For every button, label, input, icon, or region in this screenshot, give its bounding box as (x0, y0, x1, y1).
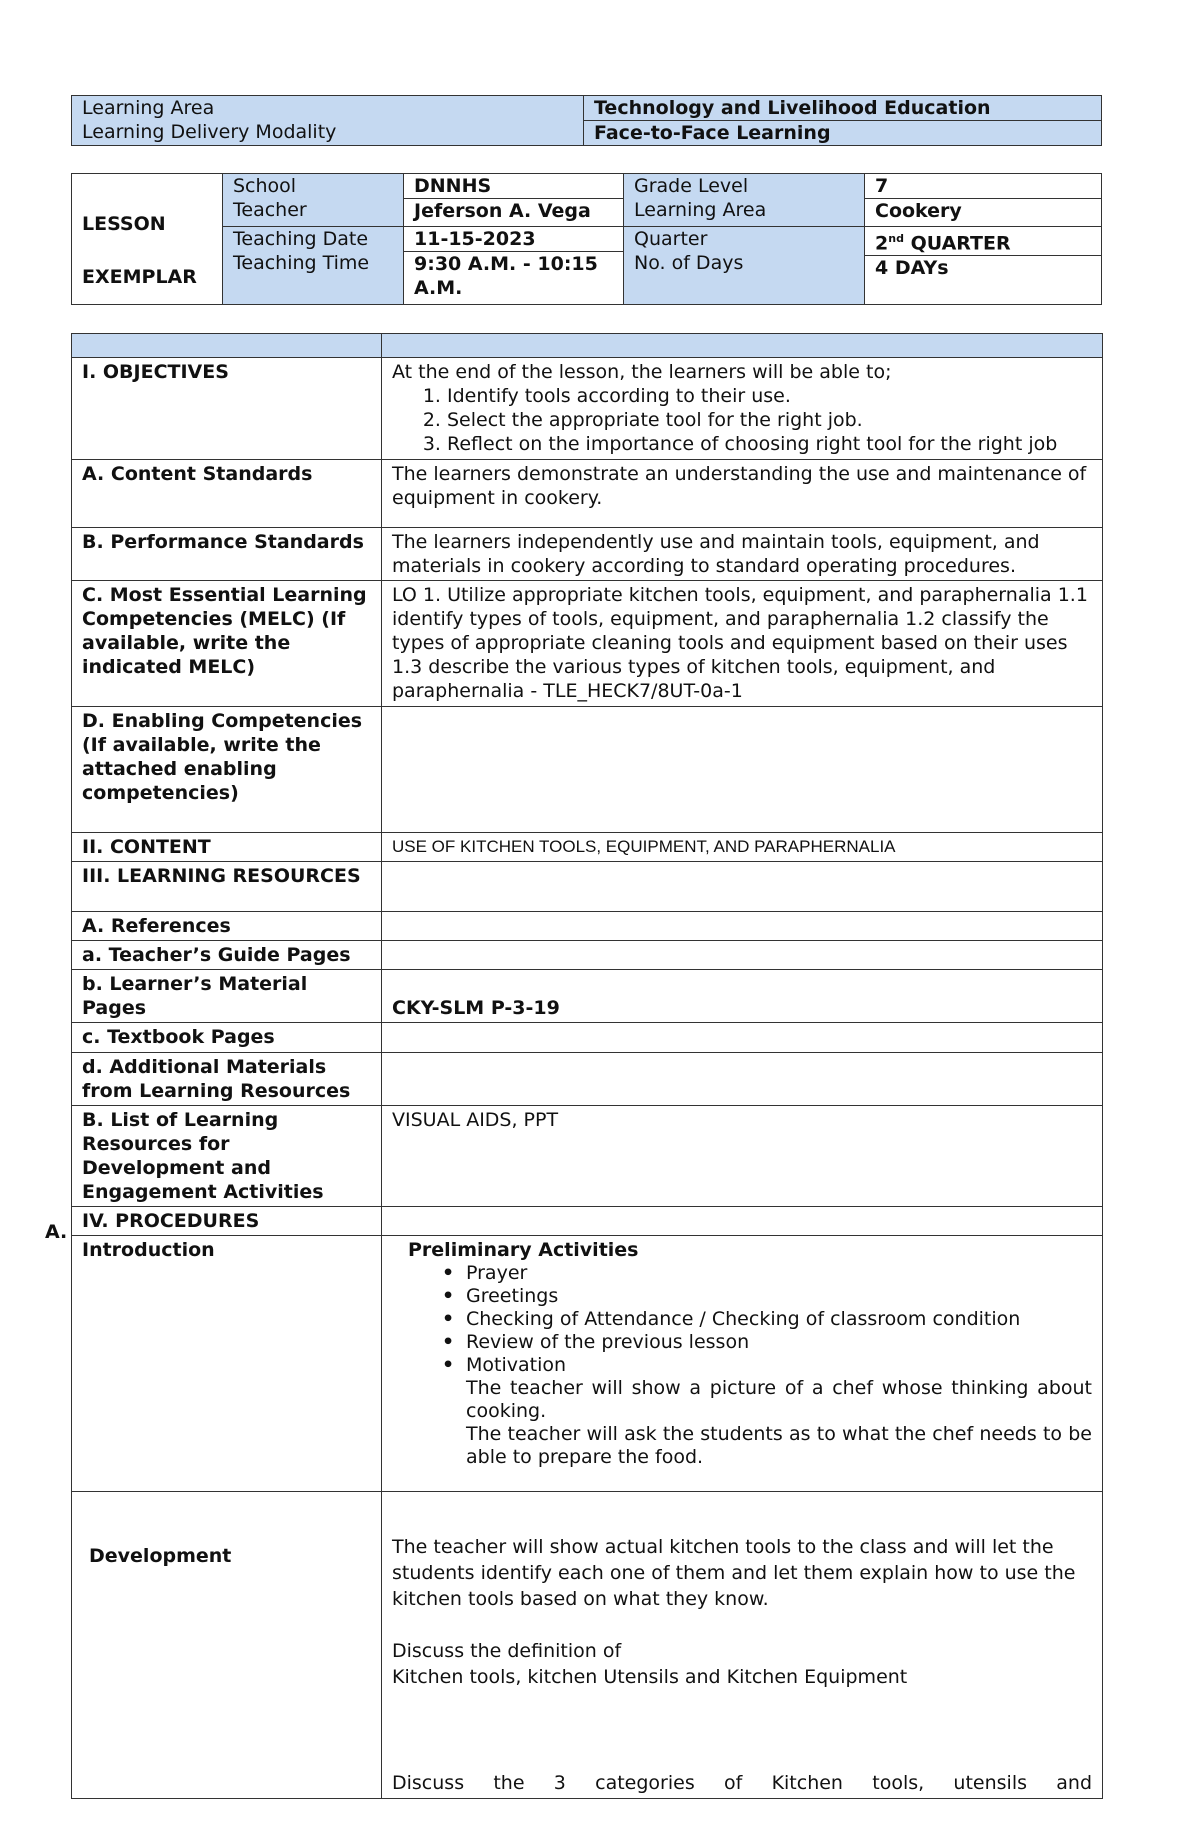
date-label: Teaching Date (233, 227, 369, 250)
textbook-pages-label: c. Textbook Pages (72, 1023, 382, 1053)
learning-resources-label: III. LEARNING RESOURCES (72, 862, 382, 912)
lesson-plan-table (71, 333, 1103, 1799)
procedure-a-marker: A. (45, 1221, 68, 1243)
content-standards-label: A. Content Standards (72, 460, 382, 528)
objective-item: 2. Select the appropriate tool for the right job. (447, 408, 1092, 432)
blank-header-right (382, 334, 1103, 358)
introduction-cell (382, 1236, 1103, 1492)
objectives-list (392, 384, 1092, 456)
area-value: Cookery (875, 200, 962, 222)
teacher-label: Teacher (233, 199, 307, 221)
objectives-label: I. OBJECTIVES (72, 358, 382, 460)
development-paragraph-3: Discuss the 3 categories of Kitchen tools, utensils and (392, 1772, 1092, 1794)
motivation-text-1: The teacher will show a picture of a chef whose thinking about cooking. (466, 1377, 1092, 1422)
date-time-values (404, 226, 624, 304)
days-label: No. of Days (634, 251, 744, 274)
lesson-label: LESSON (82, 213, 166, 235)
textbook-pages-value (382, 1023, 1103, 1053)
modality-label: Learning Delivery Modality (82, 121, 337, 143)
school-teacher-labels (223, 174, 404, 227)
development-cell (382, 1492, 1103, 1799)
quarter-label: Quarter (634, 227, 708, 250)
introduction-label: Introduction (72, 1236, 382, 1492)
header-table (71, 95, 1102, 146)
preliminary-item: • Prayer (442, 1262, 1092, 1285)
enabling-competencies-value (382, 707, 1103, 833)
objective-item: 1. Identify tools according to their use. (447, 384, 1092, 408)
date-value: 11-15-2023 (404, 227, 623, 252)
school-teacher-values (404, 174, 624, 227)
grade-label: Grade Level (634, 175, 749, 197)
additional-materials-label: d. Additional Materials from Learning Resources (72, 1053, 382, 1106)
content-label: II. CONTENT (72, 833, 382, 862)
grade-area-values (865, 174, 1102, 227)
header-values-cell (584, 96, 1102, 146)
learning-area-value: Technology and Livelihood Education (584, 96, 1101, 121)
exemplar-label: EXEMPLAR (82, 266, 197, 288)
time-value: 9:30 A.M. - 10:15 A.M. (414, 252, 598, 299)
school-value: DNNHS (404, 174, 623, 199)
learners-material-label: b. Learner’s Material Pages (72, 970, 382, 1023)
content-standards-value: The learners demonstrate an understanding the use and maintenance of equipment in cookery. (382, 460, 1103, 528)
preliminary-title: Preliminary Activities (408, 1239, 639, 1261)
quarter-days-labels (624, 226, 865, 304)
development-paragraph-2b: Kitchen tools, kitchen Utensils and Kitchen Equipment (392, 1666, 908, 1688)
melc-value: LO 1. Utilize appropriate kitchen tools, equipment, and paraphernalia 1.1 identify types of tools, equipment, and paraphernalia 1.2 classify the types of appropriate cleaning tools and equipment based on their uses 1.3 describe the various types of kitchen tools, equipment, and paraphernalia - TLE_HECK7/8UT-0a-1 (382, 581, 1103, 707)
quarter-days-values (865, 226, 1102, 304)
melc-label: C. Most Essential Learning Competencies (MELC) (If available, write the indicated MELC) (72, 581, 382, 707)
references-label: A. References (72, 912, 382, 941)
resources-list-value: VISUAL AIDS, PPT (382, 1106, 1103, 1207)
learning-area-label: Learning Area (82, 97, 215, 119)
date-time-labels (223, 226, 404, 304)
preliminary-item: • Review of the previous lesson (442, 1331, 1092, 1354)
content-value: USE OF KITCHEN TOOLS, EQUIPMENT, AND PARAPHERNALIA (382, 833, 1103, 862)
performance-standards-value: The learners independently use and maintain tools, equipment, and materials in cookery according to standard operating procedures. (382, 528, 1103, 581)
development-paragraph-2a: Discuss the definition of (392, 1640, 622, 1662)
header-labels-cell (72, 96, 584, 146)
preliminary-item: • Motivation (442, 1354, 1092, 1377)
development-label: Development (72, 1492, 382, 1799)
teachers-guide-label: a. Teacher’s Guide Pages (72, 941, 382, 970)
objective-item: 3. Reflect on the importance of choosing right tool for the right job (447, 432, 1092, 456)
objectives-intro: At the end of the lesson, the learners will be able to; (392, 361, 892, 383)
time-label: Teaching Time (233, 251, 370, 274)
preliminary-list (392, 1262, 1092, 1377)
additional-materials-value (382, 1053, 1103, 1106)
learning-resources-value (382, 862, 1103, 912)
resources-list-label: B. List of Learning Resources for Development and Engagement Activities (72, 1106, 382, 1207)
procedures-label: IV. PROCEDURES (72, 1207, 382, 1236)
modality-value: Face-to-Face Learning (594, 122, 831, 144)
procedures-value (382, 1207, 1103, 1236)
school-label: School (233, 175, 297, 197)
teachers-guide-value (382, 941, 1103, 970)
teacher-value: Jeferson A. Vega (414, 200, 591, 222)
preliminary-item: • Greetings (442, 1285, 1092, 1308)
days-value: 4 DAYs (875, 257, 949, 280)
enabling-competencies-label: D. Enabling Competencies (If available, write the attached enabling competencies) (72, 707, 382, 833)
quarter-value: 2nd QUARTER (865, 227, 1101, 256)
grade-value: 7 (865, 174, 1101, 199)
learners-material-value: CKY-SLM P-3-19 (382, 970, 1103, 1023)
blank-header-left (72, 334, 382, 358)
performance-standards-label: B. Performance Standards (72, 528, 382, 581)
motivation-text-2: The teacher will ask the students as to what the chef needs to be able to prepare the food. (466, 1423, 1092, 1468)
references-value (382, 912, 1103, 941)
lesson-exemplar-cell (72, 174, 223, 305)
grade-area-labels (624, 174, 865, 227)
preliminary-item: • Checking of Attendance / Checking of classroom condition (442, 1308, 1092, 1331)
objectives-cell (382, 358, 1103, 460)
lesson-info-table (71, 173, 1102, 305)
area-label: Learning Area (634, 199, 767, 221)
development-paragraph-1: The teacher will show actual kitchen tools to the class and will let the students identify each one of them and let them explain how to use the kitchen tools based on what they know. (392, 1536, 1076, 1610)
